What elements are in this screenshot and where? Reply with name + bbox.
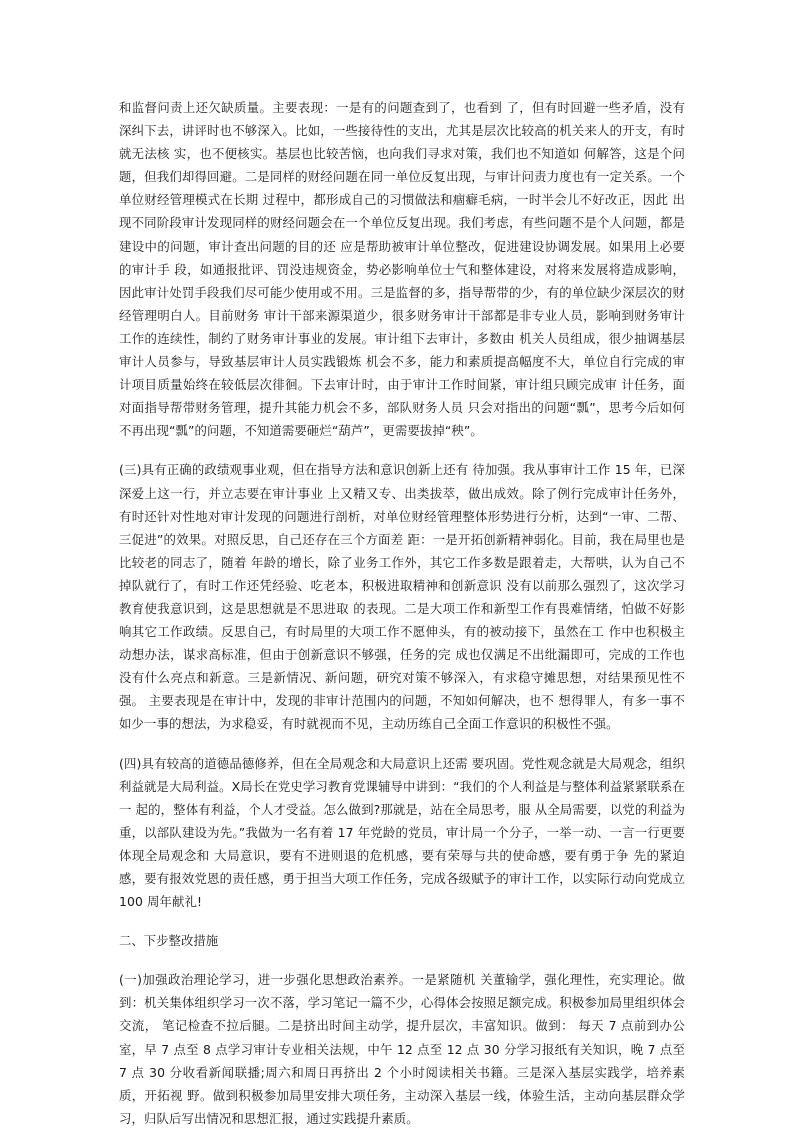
section-heading: 二、下步整改措施 — [119, 933, 219, 949]
paragraph-spacer — [119, 736, 685, 752]
paragraph-spacer — [119, 913, 685, 929]
paragraph-spacer — [119, 952, 685, 968]
paragraph-spacer — [119, 442, 685, 458]
document-page — [119, 96, 685, 1130]
paragraph-rectification-measures: (一)加强政治理论学习，进一步强化思想政治素养。一是紧随机 关董输学，强化理性，充实理论。做到：机关集体组织学习一次不落，学习笔记一篇不少，心得体会按照足额完成。积极参加局里组织体会交流， 笔记检查不拉后腿。二是挤出时间主动学，提升层次，丰富知识。做到： 每天 7 点前到办公室，早 7 点至 8 点学习审计专业相关法规，中午 12 点至 12 点 30 分学习报纸有关知识，晚 7 点至 7 点 30 分收看新闻联播;周六和周日再挤出 2 个小时阅读相关书籍。三是深入基层实践学，培养素质，开拓视 野。做到积极参加局里安排大项任务，主动深入基层一线，体验生活，主动向基层群众学习，归队后写出情况和思想汇报，通过实践提升素质。 — [119, 972, 685, 1126]
paragraph-audit-supervision: 和监督问责上还欠缺质量。主要表现：一是有的问题查到了，也看到 了，但有时回避一些矛盾，没有深纠下去，讲评时也不够深入。比如，一些接待性的支出，尤其是层次比较高的机关来人的开支，有时就无法核 实，也不便核实。基层也比较苦恼，也向我们寻求对策，我们也不知道如 何解答，这是个问题，但我们却得回避。二是同样的财经问题在同一单位反复出现，与审计问责力度也有一定关系。一个单位财经管理模式在长期 过程中，都形成自己的习惯做法和痼癖毛病，一时半会儿不好改正，因此 出现不同阶段审计发现同样的财经问题会在一个单位反复出现。我们考虑，有些问题不是个人问题，都是建设中的问题，审计查出问题的目的还 应是帮助被审计单位整改，促进建设协调发展。如果用上必要的审计手 段，如通报批评、罚没违规资金，势必影响单位士气和整体建设，对将来发展将造成影响，因此审计处罚手段我们尽可能少使用或不用。三是监督的多，指导帮带的少，有的单位缺少深层次的财经管理明白人。目前财务 审计干部来源渠道少，很多财务审计干部都是非专业人员，影响到财务审计工作的连续性，制约了财务审计事业的发展。审计组下去审计，多数由 机关人员组成，很少抽调基层审计人员参与，导致基层审计人员实践锻炼 机会不多，能力和素质提高幅度不大，单位自行完成的审计项目质量始终在较低层次徘徊。下去审计时，由于审计工作时间紧，审计组只顾完成审 计任务，面对面指导帮带财务管理，提升其能力机会不多，部队财务人员 只会对指出的问题“瓢”，思考今后如何不再出现“瓢”的问题，不知道需要砸烂“葫芦”，更需要拔掉“秧”。 — [119, 100, 685, 439]
paragraph-performance-view: (三)具有正确的政绩观事业观，但在指导方法和意识创新上还有 待加强。我从事审计工作 15 年，已深深爱上这一行，并立志要在审计事业 上又精又专、出类拔萃，做出成效。除了例行完成审计任务外，有时还针对性地对审计发现的问题进行剖析，对单位财经管理整体形势进行分析，达到“一审、二帮、三促进”的效果。对照反思，自己还存在三个方面差 距：一是开拓创新精神弱化。目前，我在局里也是比较老的同志了，随着 年龄的增长，除了业务工作外，其它工作多数是跟着走，大帮哄，认为自己不掉队就行了，有时工作还凭经验、吃老本，积极进取精神和创新意识 没有以前那么强烈了，这次学习教育使我意识到，这是思想就是不思进取 的表现。二是大项工作和新型工作有畏难情绪，怕做不好影响其它工作政绩。反思自己，有时局里的大项工作不愿伸头，有的被动接下，虽然在工 作中也积极主动想办法，谋求高标准，但由于创新意识不够强，任务的完 成也仅满足不出纰漏即可，完成的工作也没有什么亮点和新意。三是新情况、新问题，研究对策不够深入，有求稳守摊思想，对结果预见性不强。 主要表现是在审计中，发现的非审计范围内的问题，不知如何解决，也不 想得罪人，有多一事不如少一事的想法，为求稳妥，有时就视而不见，主动历练自己全面工作意识的积极性不强。 — [119, 462, 685, 732]
paragraph-moral-cultivation: (四)具有较高的道德品德修养，但在全局观念和大局意识上还需 要巩固。党性观念就是大局观念，组织利益就是大局利益。X局长在党史学习教育党课辅导中讲到：“我们的个人利益是与整体利益紧紧联系在一 起的，整体有利益，个人才受益。怎么做到?那就是，站在全局思考，服 从全局需要，以党的利益为重，以部队建设为先。”我做为一名有着 17 年党龄的党员，审计局一个分子，一举一动、一言一行更要体现全局观念和 大局意识，要有不进则退的危机感，要有荣辱与共的使命感，要有勇于争 先的紧迫感，要有报效党恩的责任感，勇于担当大项工作任务，完成各级赋予的审计工作，以实际行动向党成立 100 周年献礼! — [119, 755, 685, 910]
